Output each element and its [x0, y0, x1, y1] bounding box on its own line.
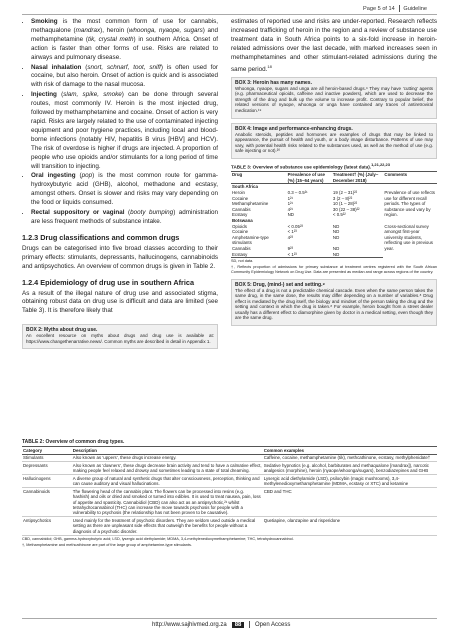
table-3-cell: ND — [332, 245, 340, 251]
table-3-cell: ND — [287, 212, 294, 218]
route-name: Nasal inhalation — [31, 63, 82, 71]
box-5 — [231, 279, 437, 327]
footer-rule — [22, 618, 437, 619]
section-heading-epidemiology: 1.2.4 Epidemiology of drug use in southern Africa — [22, 277, 195, 287]
table-2-cell: Also known as ‘uppers’, these drugs increase energy. — [72, 454, 263, 462]
table-2-cell: Quetiapine, olanzapine and risperidone — [263, 517, 437, 535]
route-name: Oral ingesting — [31, 172, 76, 180]
table-3-header: Comments — [383, 172, 437, 184]
table-3-cell: ND — [332, 223, 340, 229]
route-name: Rectal suppository or vaginal — [31, 209, 125, 217]
slang-term: mandrax — [75, 26, 101, 34]
table-2-cell: Sedative hypnotics (e.g. alcohol, barbiturates and methaqualone [mandrax]), narcotic analgesics (morphine), heroin (nyaope/whoonga/sugars), benzodiazepines and GHB — [263, 462, 437, 475]
table-3-cell: 1²¹ — [287, 201, 293, 207]
table-3-cell: Cannabis — [232, 206, 251, 212]
table-2-note-2: †, Methamphetamine and methcathinone are part of the large group of amphetamine-type stimulants. — [22, 542, 192, 547]
table-2 — [22, 446, 437, 536]
box-3-text: Whoonga, nyaope, sugars and unga are all heroin-based drugs.⁹ They may have ‘cutting’ agents (e.g. pharmaceutical opioids, caffeine and inactive powders), which are used to decrease the strength of the drug and bulk up the volume to increase profit. Contrary to popular belief, the related versions of nyaope, whoonga or unga have contained any traces of antiretroviral medication.¹⁹ — [235, 85, 433, 113]
table-3-cell: < 0.5²² — [332, 212, 346, 218]
table-3-refs: 1,21,22,23 — [371, 161, 390, 167]
left-column — [22, 18, 218, 353]
table-3-cell: 4²¹ — [287, 206, 293, 212]
route-text: ) and methamphetamine ( — [31, 26, 219, 43]
route-list-item — [31, 172, 218, 208]
table-3-cell: Methamphetamine — [232, 201, 269, 207]
right-column — [231, 18, 437, 330]
table-3-cell: < 1²³ — [287, 252, 332, 258]
heroin-trends-text: estimates of reported use and risks are under-reported. Research reflects increased trafficking of heroin in the region and a review of substance use treatment data in South Africa points to a six-fold increase in heroin-related admissions over the last decade, with marked increases seen in methamphetamines and other stimulant-related admissions during the same period. — [231, 18, 437, 73]
table-2-header: Category — [22, 447, 72, 455]
header-rule — [22, 14, 437, 15]
table-3-section-label: Botswana — [232, 217, 253, 223]
box-2 — [22, 324, 218, 349]
route-text: ( — [81, 63, 88, 71]
table-2-cell: Also known as ‘downers’, these drugs decrease brain activity and tend to have a calmative effect, making people feel relaxed and drowsy and sometimes leading to a state of total dreaming. — [72, 462, 262, 474]
table-2-cell: Caffeine, cocaine, methamphetamine (tik), methcathinone, ecstasy, methylphenidate† — [263, 454, 437, 462]
table-2-note-1: CBD, cannabidiol; GHB, gamma-hydroxybutyric acid; LSD, lysergic acid diethylamide; MDMA, 3,4-methylenedioxymethamphetamine; THC, tetrahydrocannabinol. — [22, 536, 294, 541]
table-3-cell: Ecstasy — [231, 252, 287, 258]
route-text: ) is often used for cocaine, but also heroin. Onset of action is quick and is associated with risk of damage to the nasal mucosa. — [31, 63, 218, 89]
route-name: Injecting — [31, 91, 57, 99]
table-2-wrapper — [22, 439, 437, 547]
route-list-item — [31, 64, 218, 91]
route-text: ) can be done through several routes, most commonly IV. Heroin is the most injected drug, followed by methamphetamine and cocaine. Onset of action is very rapid. Risks are largely related to the use of contaminated injecting equipment and poor hygiene practices, including local and blood-borne infections (notably HIV, hepatitis B virus [HBV] and HCV). The risk of overdose is higher if drugs are injected. A proportion of people who use opioids and/or stimulants for a long period of time will transition to injecting. — [31, 91, 218, 170]
table-2-cell: Lysergic acid diethylamide (LSD), psilocybin (magic mushrooms), 3,4-methylenedioxymethamphetamine (MDMA, ecstasy or XTC) and ketamine — [263, 475, 437, 488]
slang-term: tik, crystal meth — [87, 35, 134, 43]
table-3-cell: 9²³ — [287, 245, 293, 251]
table-2-title: TABLE 2: Overview of common drug types. — [22, 439, 125, 445]
slang-term: slam, spike, smoke — [63, 91, 122, 99]
table-3-cell: ND — [332, 229, 340, 235]
route-name: Smoking — [31, 18, 58, 25]
section-heading-drug-classifications: 1.2.3 Drug classifications and common drugs — [22, 232, 180, 242]
table-3-cell: 10 (1 – 28)²² — [332, 201, 358, 207]
table-3-cell: Cocaine — [232, 229, 249, 235]
table-3-cell: 30 (22 – 38)²² — [332, 206, 360, 212]
page-indicator: Page 5 of 14 — [363, 5, 395, 12]
table-2-row — [22, 454, 437, 462]
table-3-note-1: SD, not data. — [231, 259, 254, 264]
table-2-cell: Depressants — [22, 462, 72, 475]
table-3-cell: Opioids — [232, 223, 247, 229]
table-3-cell: 4²³ — [287, 234, 293, 240]
table-2-row — [22, 475, 437, 488]
table-2-row — [22, 462, 437, 475]
table-3-cell: Heroin — [232, 189, 245, 195]
route-text: ) administration are less frequent methods of substance intake. — [31, 209, 218, 225]
table-3-comment: Prevalence of use reflects use for different recall periods. The types of substance used vary by region. — [384, 189, 435, 218]
table-2-cell: CBD and THC — [263, 488, 437, 517]
header-divider — [399, 5, 400, 12]
table-2-row — [22, 488, 437, 517]
box-4-text: Anabolic steroids, peptides and hormones are examples of drugs that may be linked to appearance, the pursuit of health and youth, or a body image disturbance. Patterns of use may vary, with potential health risks related to the substances used, as well as the method of use (e.g. safe injecting or not).²⁰ — [235, 131, 433, 154]
table-3-header: Drug — [231, 172, 287, 184]
table-3-comment: Cross-sectional survey amongst first-year university students, reflecting use in previous year. — [384, 223, 433, 251]
table-3-cell: ND — [332, 252, 384, 258]
table-3-cell: 19 (2 – 31)²² — [332, 189, 358, 195]
table-3-title-text: TABLE 3: Overview of substance use epidemiology (latest data). — [231, 164, 372, 170]
open-access-label: Open Access — [254, 621, 291, 628]
route-list — [22, 18, 218, 227]
route-text: ( — [56, 91, 64, 99]
box-5-text: The effect of a drug is not a predictable chemical cascade. Even when the same person takes the same drug, in the same dose, the results may differ depending on a number of variables.⁸ Drug effect is mediated by the drug itself, the biology and mindset of the person taking the drug and the setting and context in which the drug is taken.⁸ For example, heroin bought from a street dealer usually has a different effect to diamorphine given by doctor in a medical setting, even though they are the same drug. — [235, 287, 433, 321]
table-3-cell: 3 (2 – 8)²² — [332, 195, 353, 201]
table-3-header: Treatment† (%) (July–December 2018) — [332, 172, 384, 184]
route-text: ) is the most common route for gamma-hydroxybutyric acid (GHB), alcohol, methadone and ecstasy, amongst others. Onset is slower and risks may vary depending on the food or liquids consumed. — [31, 172, 218, 207]
slang-term: pop — [81, 172, 93, 180]
table-3-note-2: †, Reflects proportion of admissions for primary substance at treatment centres registered with the South African Community Epidemiology Network on Drug Use. Data are presented as median and range across regions of the country. — [231, 264, 437, 274]
table-2-cell: Cannabinoids — [22, 488, 72, 517]
table-3-cell: 1²¹ — [287, 195, 293, 201]
journal-link[interactable]: http://www.sajhivmed.org.za — [152, 621, 227, 628]
table-3 — [231, 171, 437, 258]
table-3-cell: < 0.05²³ — [287, 223, 303, 229]
table-2-cell: Hallucinogens — [22, 475, 72, 488]
paragraph-epidemiology: As a result of the illegal nature of drug use and associated stigma, obtaining robust data on drug use is difficult and data are limited (see Table 3). It is therefore likely that — [22, 289, 218, 315]
route-list-item — [31, 91, 218, 171]
route-text: ( — [124, 209, 131, 217]
box-4 — [231, 123, 437, 159]
box-3 — [231, 77, 437, 119]
route-text: is the most common form of use for cannabis, methaqualone ( — [31, 18, 218, 34]
table-2-cell: A diverse group of natural and synthetic drugs that alter consciousness, perception, thinking and can cause auditory and visual hallucinations. — [72, 475, 263, 488]
box-3-title: BOX 3: Heroin has many names. — [235, 79, 312, 86]
route-list-item — [31, 18, 218, 63]
table-3-cell: < 1²³ — [287, 229, 297, 235]
table-3-header: Prevalence of use (%) (15–64 years) — [287, 172, 332, 184]
section-label: Guideline — [403, 5, 427, 12]
page — [22, 0, 437, 640]
slang-term: booty bumping — [130, 209, 174, 217]
box-5-title: BOX 5: Drug, (mind-) set and setting.⁸ — [235, 281, 325, 288]
table-2-cell: The flowering head of the cannabis plant. The flowers can be processed into resins (e.g. hashish) and oils or dried and smoked or turned into edibles. It is used to treat nausea, pain, loss of appetite and spasticity. Cannabidiol (CBD) can also act as an antipsychotic,²¹ whilst tetrahydrocannabinol (THC) can increase the move towards psychosis for people with a vulnerability to psychosis (the relationship has not been proven to be causative). — [72, 488, 261, 516]
page-number: 88 — [232, 622, 245, 628]
table-3-cell: Cocaine — [232, 195, 249, 201]
page-header — [363, 5, 427, 12]
paragraph-heroin-trends — [231, 18, 437, 75]
route-text: ) in southern Africa. Onset of action is faster than other forms of use. Risks are related to airways and pulmonary disease. — [31, 35, 218, 61]
slang-term: snort, schnarf, toot, sniff — [87, 63, 161, 71]
table-3-cell: 0.3 – 0.5²¹ — [287, 189, 308, 195]
route-text: ), heroin ( — [100, 26, 129, 34]
table-2-cell: Antipsychotics — [22, 517, 72, 535]
table-2-body — [22, 454, 437, 535]
table-3-title — [231, 163, 437, 170]
route-text: ( — [75, 172, 82, 180]
paragraph-classifications: Drugs can be categorised into five broad classes according to their primary effects: stimulants, depressants, hallucinogens, cannabinoids and antipsychotics. An overview of common drugs is given in Table 2. — [22, 244, 218, 270]
page-footer — [152, 621, 290, 628]
table-3-body — [231, 184, 437, 258]
reference-sup: 18 — [267, 63, 272, 69]
table-3-cell: Ecstasy — [232, 212, 248, 218]
table-2-row — [22, 517, 437, 535]
box-4-title: BOX 4: Image and performance-enhancing drugs. — [235, 125, 353, 132]
table-2-cell: Used mainly for the treatment of psychotic disorders. They are seldom used outside a medical setting as there are unpleasant side effects that outweigh the benefits for people without a diagnosis of a psychotic disorder. — [72, 517, 263, 535]
table-2-header: Description — [72, 447, 263, 455]
table-3-header-row — [231, 172, 437, 184]
box-2-title: BOX 2: Myths about drug use. — [26, 327, 98, 334]
table-3-cell: ND — [332, 234, 340, 240]
box-2-text: An excellent resource on myths about drugs and drug use is available at: https://www.changethenarrative.news/. Common myths are described in detail in Appendix 1. — [26, 333, 214, 344]
table-2-header-row — [22, 447, 437, 455]
footer-divider — [249, 621, 250, 628]
table-2-cell: Stimulants — [22, 454, 72, 462]
route-list-item — [31, 209, 218, 227]
table-2-header: Common examples — [263, 447, 437, 455]
table-3-cell: Amphetamine-type stimulants — [232, 234, 269, 246]
slang-term: whoonga, nyaope, sugars — [128, 26, 203, 34]
table-3-cell: Cannabis — [232, 245, 251, 251]
table-3-section-label: South Africa — [232, 184, 258, 190]
